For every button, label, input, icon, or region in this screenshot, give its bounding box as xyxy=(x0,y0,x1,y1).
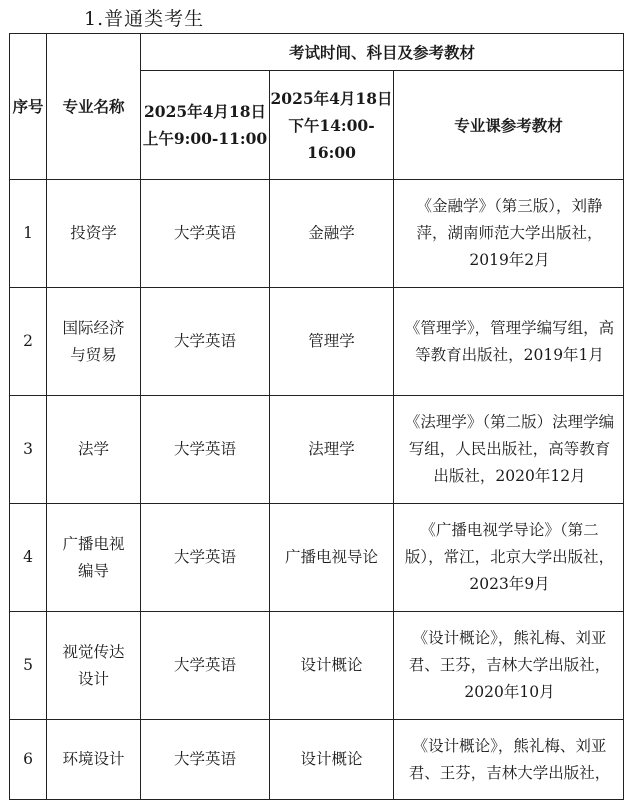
row-reference-book: 《广播电视学导论》（第二版），常江，北京大学出版社，2023年9月 xyxy=(394,504,624,612)
row-reference-book: 《金融学》（第三版），刘静萍，湖南师范大学出版社，2019年2月 xyxy=(394,180,624,288)
row-morning-subject: 大学英语 xyxy=(141,288,270,396)
row-morning-subject: 大学英语 xyxy=(141,180,270,288)
row-seq: 2 xyxy=(10,288,47,396)
row-reference-book: 《管理学》，管理学编写组，高等教育出版社，2019年1月 xyxy=(394,288,624,396)
row-major: 环境设计 xyxy=(47,720,141,800)
exam-schedule-table xyxy=(9,33,624,800)
row-afternoon-subject: 设计概论 xyxy=(270,612,394,720)
header-major: 专业名称 xyxy=(47,34,141,180)
header-afternoon: 2025年4月18日下午14:00-16:00 xyxy=(270,71,394,180)
row-seq: 1 xyxy=(10,180,47,288)
table-header-row xyxy=(10,34,624,71)
row-morning-subject: 大学英语 xyxy=(141,504,270,612)
row-seq: 3 xyxy=(10,396,47,504)
row-major: 国际经济与贸易 xyxy=(47,288,141,396)
row-reference-book: 《设计概论》，熊礼梅、刘亚君、王芬，吉林大学出版社，2020年10月 xyxy=(394,612,624,720)
row-morning-subject: 大学英语 xyxy=(141,396,270,504)
row-major: 法学 xyxy=(47,396,141,504)
row-seq: 6 xyxy=(10,720,47,800)
row-seq: 5 xyxy=(10,612,47,720)
row-major: 视觉传达设计 xyxy=(47,612,141,720)
row-major: 广播电视编导 xyxy=(47,504,141,612)
row-seq: 4 xyxy=(10,504,47,612)
header-books: 专业课参考教材 xyxy=(394,71,624,180)
table-row xyxy=(10,396,624,504)
table-row xyxy=(10,720,624,800)
table-row xyxy=(10,612,624,720)
row-afternoon-subject: 管理学 xyxy=(270,288,394,396)
row-reference-book: 《设计概论》，熊礼梅、刘亚君、王芬，吉林大学出版社， xyxy=(394,720,624,800)
header-group: 考试时间、科目及参考教材 xyxy=(141,34,624,71)
row-afternoon-subject: 法理学 xyxy=(270,396,394,504)
section-heading: 1.普通类考生 xyxy=(84,8,205,30)
row-morning-subject: 大学英语 xyxy=(141,612,270,720)
row-afternoon-subject: 金融学 xyxy=(270,180,394,288)
row-reference-book: 《法理学》（第二版）法理学编写组，人民出版社，高等教育出版社，2020年12月 xyxy=(394,396,624,504)
row-afternoon-subject: 广播电视导论 xyxy=(270,504,394,612)
table-row xyxy=(10,504,624,612)
row-morning-subject: 大学英语 xyxy=(141,720,270,800)
header-morning: 2025年4月18日上午9:00-11:00 xyxy=(141,71,270,180)
table-row xyxy=(10,180,624,288)
table-row xyxy=(10,288,624,396)
row-major: 投资学 xyxy=(47,180,141,288)
header-seq: 序号 xyxy=(10,34,47,180)
row-afternoon-subject: 设计概论 xyxy=(270,720,394,800)
